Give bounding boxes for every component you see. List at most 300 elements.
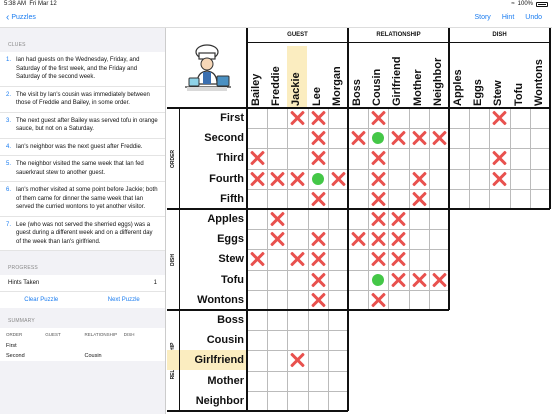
grid-cell[interactable] [388, 169, 408, 189]
grid-cell[interactable] [530, 128, 550, 148]
grid-cell[interactable] [388, 128, 408, 148]
row-group-label: DISH [170, 253, 176, 266]
row-header-fourth[interactable]: Fourth [209, 172, 244, 185]
grid-cell[interactable] [429, 108, 449, 128]
grid-cell[interactable] [247, 249, 267, 269]
grid-line [348, 128, 449, 129]
grid-cell[interactable] [368, 209, 388, 229]
clue-item[interactable]: 3. The next guest after Bailey was served tofu in orange sauce, but not on a Saturday. [0, 113, 165, 139]
grid-cell[interactable] [267, 169, 287, 189]
grid-cell[interactable] [429, 148, 449, 168]
grid-cell[interactable] [328, 310, 348, 330]
summary-row [0, 341, 165, 351]
grid-cell[interactable] [510, 108, 530, 128]
column-header-morgan[interactable] [328, 46, 348, 108]
row-header-third[interactable]: Third [216, 152, 244, 165]
clue-item[interactable]: 5. The neighbor visited the same week that Ian fed sauerkraut stew to another guest. [0, 156, 165, 182]
row-header-wontons[interactable]: Wontons [197, 293, 244, 306]
summary-row [0, 351, 165, 361]
grid-cell[interactable] [328, 270, 348, 290]
grid-cell[interactable] [287, 310, 307, 330]
grid-cell[interactable] [489, 189, 509, 209]
column-label: Apples [452, 69, 464, 106]
grid-cell[interactable] [409, 128, 429, 148]
grid-cell[interactable] [308, 270, 328, 290]
grid-cell[interactable] [530, 148, 550, 168]
grid-line [287, 108, 288, 209]
grid-line [510, 108, 511, 209]
grid-line [449, 189, 550, 190]
grid-cell[interactable] [287, 108, 307, 128]
grid-cell[interactable] [308, 169, 328, 189]
grid-border [167, 208, 550, 210]
grid-line [247, 330, 348, 331]
grid-cell[interactable] [510, 148, 530, 168]
grid-cell[interactable] [287, 330, 307, 350]
grid-border [549, 28, 551, 209]
column-header-freddie[interactable] [267, 46, 287, 108]
clue-item[interactable]: 7. Lee (who was not served the sherried eggs) was a guest during a different week and on a different day of the week than Ian's girlfriend. [0, 217, 165, 252]
grid-cell[interactable] [328, 209, 348, 229]
x-mark-icon [432, 130, 446, 146]
x-mark-icon [371, 171, 385, 187]
grid-cell[interactable] [267, 350, 287, 370]
grid-cell[interactable] [348, 249, 368, 269]
grid-cell[interactable] [328, 371, 348, 391]
grid-cell[interactable] [287, 189, 307, 209]
grid-line [267, 108, 268, 209]
grid-cell[interactable] [530, 169, 550, 189]
grid-cell[interactable] [328, 169, 348, 189]
clue-list [0, 52, 165, 251]
grid-line [267, 310, 268, 411]
battery-percent: 100% [517, 1, 533, 7]
column-label: Freddie [270, 66, 283, 106]
grid-line [348, 290, 449, 291]
battery-icon [536, 2, 548, 7]
grid-cell[interactable] [308, 108, 328, 128]
hints-value: 1 [153, 280, 157, 286]
grid-cell[interactable] [287, 169, 307, 189]
story-button[interactable]: Story [474, 14, 491, 21]
grid-cell[interactable] [530, 189, 550, 209]
grid-line [247, 128, 348, 129]
grid-cell[interactable] [429, 128, 449, 148]
summary-cell: Cousin [84, 353, 102, 359]
grid-cell[interactable] [449, 108, 469, 128]
x-mark-icon [391, 231, 405, 247]
summary-header [0, 328, 165, 341]
grid-cell[interactable] [267, 249, 287, 269]
grid-cell[interactable] [348, 189, 368, 209]
grid-line [308, 209, 309, 310]
x-mark-icon [492, 110, 506, 126]
next-puzzle-button[interactable]: Next Puzzle [107, 297, 140, 303]
grid-cell[interactable] [247, 148, 267, 168]
column-header-neighbor[interactable] [429, 46, 449, 108]
grid-cell[interactable] [267, 128, 287, 148]
column-header-cousin[interactable] [368, 46, 388, 108]
grid-cell[interactable] [328, 330, 348, 350]
grid-cell[interactable] [247, 371, 267, 391]
grid-cell[interactable] [328, 391, 348, 411]
grid-line [429, 108, 430, 209]
x-mark-icon [270, 231, 284, 247]
column-header-tofu[interactable] [510, 46, 530, 108]
grid-cell[interactable] [247, 229, 267, 249]
grid-cell[interactable] [530, 108, 550, 128]
x-mark-icon [351, 231, 365, 247]
grid-cell[interactable] [469, 169, 489, 189]
grid-cell[interactable] [308, 330, 328, 350]
x-mark-icon [371, 110, 385, 126]
grid-cell[interactable] [267, 330, 287, 350]
grid-line [429, 209, 430, 310]
summary-col-guest: GUEST [45, 332, 61, 337]
grid-cell[interactable] [409, 249, 429, 269]
x-mark-icon [371, 211, 385, 227]
grid-cell[interactable] [267, 290, 287, 310]
grid-cell[interactable] [267, 209, 287, 229]
grid-line [247, 229, 348, 230]
grid-cell[interactable] [469, 108, 489, 128]
grid-cell[interactable] [388, 249, 408, 269]
clues-title: CLUES [8, 42, 26, 48]
grid-cell[interactable] [267, 148, 287, 168]
column-label: Tofu [512, 82, 525, 106]
grid-cell[interactable] [247, 290, 267, 310]
grid-line [469, 108, 470, 209]
summary-cell [122, 342, 161, 350]
grid-cell[interactable] [287, 128, 307, 148]
row-header-neighbor[interactable]: Neighbor [195, 394, 244, 407]
grid-line [247, 189, 348, 190]
column-group-relationship: RELATIONSHIP [376, 32, 421, 38]
grid-cell[interactable] [328, 189, 348, 209]
grid-cell[interactable] [510, 169, 530, 189]
grid-cell[interactable] [328, 108, 348, 128]
grid-border [247, 42, 550, 43]
grid-cell[interactable] [388, 209, 408, 229]
grid-cell[interactable] [328, 148, 348, 168]
grid-border [246, 28, 248, 411]
column-header-mother[interactable] [409, 46, 429, 108]
summary-cell [43, 342, 82, 350]
grid-line [348, 169, 449, 170]
grid-cell[interactable] [409, 270, 429, 290]
grid-line [247, 249, 348, 250]
x-mark-icon [412, 130, 426, 146]
grid-cell[interactable] [308, 310, 328, 330]
grid-cell[interactable] [409, 229, 429, 249]
x-mark-icon [250, 150, 264, 166]
grid-cell[interactable] [429, 189, 449, 209]
grid-line [287, 310, 288, 411]
grid-line [489, 108, 490, 209]
clue-item[interactable]: 4. Ian's neighbor was the next guest after Freddie. [0, 139, 165, 157]
summary-cell: Second [6, 353, 25, 359]
column-group-dish: DISH [492, 32, 507, 38]
row-header-boss[interactable]: Boss [217, 314, 244, 326]
column-label: Wontons [532, 59, 545, 106]
x-mark-icon [371, 231, 385, 247]
grid-line [287, 209, 288, 310]
grid-line [247, 391, 348, 392]
grid-cell[interactable] [328, 249, 348, 269]
grid-cell[interactable] [287, 391, 307, 411]
grid-cell[interactable] [429, 290, 449, 310]
grid-cell[interactable] [308, 128, 328, 148]
grid-border [347, 28, 349, 411]
grid-line [247, 148, 348, 149]
grid-border [179, 108, 180, 411]
x-mark-icon [391, 251, 405, 267]
grid-cell[interactable] [429, 229, 449, 249]
row-header-mother[interactable]: Mother [207, 374, 244, 387]
grid-cell[interactable] [409, 169, 429, 189]
grid-cell[interactable] [469, 189, 489, 209]
row-header-apples[interactable]: Apples [207, 213, 244, 225]
grid-cell[interactable] [388, 290, 408, 310]
grid-cell[interactable] [368, 290, 388, 310]
grid-cell[interactable] [267, 310, 287, 330]
grid-cell[interactable] [368, 270, 388, 290]
column-label: Boss [351, 79, 363, 106]
grid-cell[interactable] [489, 169, 509, 189]
grid-cell[interactable] [267, 391, 287, 411]
column-label: Cousin [371, 68, 384, 106]
grid-cell[interactable] [429, 270, 449, 290]
chef-illustration-icon [179, 40, 235, 96]
x-mark-icon [371, 191, 385, 207]
grid-cell[interactable] [348, 148, 368, 168]
grid-cell[interactable] [247, 310, 267, 330]
grid-cell[interactable] [328, 290, 348, 310]
grid-cell[interactable] [247, 169, 267, 189]
clue-item[interactable]: 1. Ian had guests on the Wednesday, Friday, and Saturday of the first week, and the Friday and Saturday of the second week. [0, 52, 165, 87]
status-right [511, 1, 548, 7]
column-header-wontons[interactable] [530, 46, 550, 108]
grid-cell[interactable] [328, 350, 348, 370]
grid-cell[interactable] [449, 189, 469, 209]
grid-cell[interactable] [368, 169, 388, 189]
grid-cell[interactable] [429, 209, 449, 229]
grid-cell[interactable] [449, 128, 469, 148]
grid-cell[interactable] [489, 148, 509, 168]
grid-cell[interactable] [368, 128, 388, 148]
grid-cell[interactable] [388, 108, 408, 128]
x-mark-icon [290, 171, 304, 187]
x-mark-icon [391, 211, 405, 227]
clue-item[interactable]: 2. The visit by Ian's cousin was immediately between those of Freddie and Bailey, in some order. [0, 87, 165, 113]
grid-line [267, 209, 268, 310]
grid-cell[interactable] [308, 290, 328, 310]
grid-cell[interactable] [247, 128, 267, 148]
grid-cell[interactable] [348, 290, 368, 310]
clue-item[interactable]: 6. Ian's mother visited at some point before Jackie; both of them came for dinner the same week that Ian served the curried wontons to yet another visitor. [0, 182, 165, 217]
clear-puzzle-button[interactable]: Clear Puzzle [24, 297, 59, 303]
x-mark-icon [371, 292, 385, 308]
column-label: Lee [310, 87, 323, 106]
back-button[interactable] [6, 14, 36, 21]
grid-cell[interactable] [429, 169, 449, 189]
grid-cell[interactable] [449, 148, 469, 168]
check-dot-icon [312, 173, 324, 185]
column-header-boss[interactable] [348, 46, 368, 108]
row-header-first[interactable]: First [220, 112, 244, 124]
grid-cell[interactable] [449, 169, 469, 189]
hint-button[interactable]: Hint [501, 14, 515, 21]
grid-cell[interactable] [267, 229, 287, 249]
row-group-label: ORDER [170, 149, 176, 168]
row-header-fifth[interactable]: Fifth [220, 192, 244, 205]
column-header-stew[interactable] [489, 46, 509, 108]
grid-line [449, 148, 550, 149]
x-mark-icon [250, 171, 264, 187]
column-label: Stew [492, 80, 505, 106]
x-mark-icon [250, 251, 264, 267]
progress-panel [0, 275, 165, 308]
grid-cell[interactable] [308, 249, 328, 269]
column-header-lee[interactable] [308, 46, 328, 108]
x-mark-icon [371, 150, 385, 166]
grid-cell[interactable] [368, 148, 388, 168]
grid-cell[interactable] [368, 229, 388, 249]
grid-cell[interactable] [287, 229, 307, 249]
grid-cell[interactable] [368, 108, 388, 128]
column-header-eggs[interactable] [469, 46, 489, 108]
grid-line [388, 209, 389, 310]
column-label: Jackie [290, 72, 303, 106]
nav-bar [0, 9, 552, 28]
grid-cell[interactable] [469, 128, 489, 148]
grid-line [368, 108, 369, 209]
grid-cell[interactable] [489, 108, 509, 128]
grid-cell[interactable] [469, 148, 489, 168]
grid-line [449, 169, 550, 170]
x-mark-icon [311, 110, 325, 126]
grid-cell[interactable] [348, 128, 368, 148]
grid-cell[interactable] [510, 189, 530, 209]
grid-cell[interactable] [328, 128, 348, 148]
grid-cell[interactable] [308, 371, 328, 391]
grid-cell[interactable] [429, 249, 449, 269]
grid-cell[interactable] [308, 391, 328, 411]
grid-cell[interactable] [489, 128, 509, 148]
x-mark-icon [412, 272, 426, 288]
grid-cell[interactable] [247, 209, 267, 229]
grid-cell[interactable] [308, 229, 328, 249]
grid-cell[interactable] [267, 371, 287, 391]
grid-cell[interactable] [308, 209, 328, 229]
grid-cell[interactable] [409, 290, 429, 310]
progress-title: PROGRESS [8, 265, 38, 271]
row-header-tofu[interactable]: Tofu [220, 273, 244, 286]
grid-line [409, 209, 410, 310]
grid-cell[interactable] [308, 350, 328, 370]
row-header-stew[interactable]: Stew [218, 253, 244, 266]
chevron-left-icon: ‹ [6, 12, 10, 23]
column-header-apples[interactable] [449, 46, 469, 108]
grid-cell[interactable] [368, 189, 388, 209]
x-mark-icon [391, 130, 405, 146]
grid-cell[interactable] [348, 169, 368, 189]
row-header-cousin[interactable]: Cousin [206, 334, 244, 347]
column-header-bailey[interactable] [247, 46, 267, 108]
hints-taken-row [0, 275, 165, 292]
column-label: Mother [411, 69, 424, 106]
grid-cell[interactable] [328, 229, 348, 249]
grid-cell[interactable] [388, 148, 408, 168]
sidebar [0, 28, 166, 414]
grid-cell[interactable] [409, 189, 429, 209]
x-mark-icon [311, 292, 325, 308]
row-header-second[interactable]: Second [204, 132, 244, 145]
grid-cell[interactable] [287, 350, 307, 370]
grid-cell[interactable] [308, 189, 328, 209]
column-header-girlfriend[interactable] [388, 46, 408, 108]
grid-line [308, 310, 309, 411]
grid-cell[interactable] [348, 209, 368, 229]
row-header-girlfriend[interactable]: Girlfriend [167, 350, 247, 370]
column-label: Neighbor [431, 57, 444, 106]
grid-cell[interactable] [287, 209, 307, 229]
grid-cell[interactable] [247, 189, 267, 209]
grid-cell[interactable] [247, 270, 267, 290]
grid-cell[interactable] [348, 229, 368, 249]
undo-button[interactable]: Undo [525, 14, 542, 21]
grid-line [328, 108, 329, 209]
x-mark-icon [391, 272, 405, 288]
grid-line [247, 270, 348, 271]
grid-cell[interactable] [510, 128, 530, 148]
summary-cell [83, 342, 122, 350]
grid-cell[interactable] [409, 148, 429, 168]
grid-cell[interactable] [388, 270, 408, 290]
row-header-eggs[interactable]: Eggs [217, 233, 244, 246]
grid-cell[interactable] [348, 270, 368, 290]
grid-cell[interactable] [388, 229, 408, 249]
x-mark-icon [432, 272, 446, 288]
grid-cell[interactable] [287, 290, 307, 310]
grid-cell[interactable] [287, 249, 307, 269]
grid-cell[interactable] [409, 108, 429, 128]
grid-cell[interactable] [409, 209, 429, 229]
grid-cell[interactable] [247, 108, 267, 128]
grid-cell[interactable] [267, 108, 287, 128]
x-mark-icon [311, 130, 325, 146]
grid-cell[interactable] [267, 270, 287, 290]
grid-cell[interactable] [247, 350, 267, 370]
grid-cell[interactable] [247, 330, 267, 350]
grid-cell[interactable] [287, 148, 307, 168]
grid-cell[interactable] [368, 249, 388, 269]
grid-cell[interactable] [348, 108, 368, 128]
nav-actions [474, 14, 542, 21]
grid-cell[interactable] [287, 371, 307, 391]
summary-col-dish: DISH [123, 332, 135, 337]
grid-cell[interactable] [287, 270, 307, 290]
column-group-guest: GUEST [287, 32, 308, 38]
grid-cell[interactable] [388, 189, 408, 209]
grid-cell[interactable] [247, 391, 267, 411]
status-bar [0, 0, 552, 9]
x-mark-icon [311, 150, 325, 166]
x-mark-icon [270, 171, 284, 187]
grid-cell[interactable] [308, 148, 328, 168]
grid-cell[interactable] [267, 189, 287, 209]
column-header-jackie[interactable] [287, 46, 307, 108]
